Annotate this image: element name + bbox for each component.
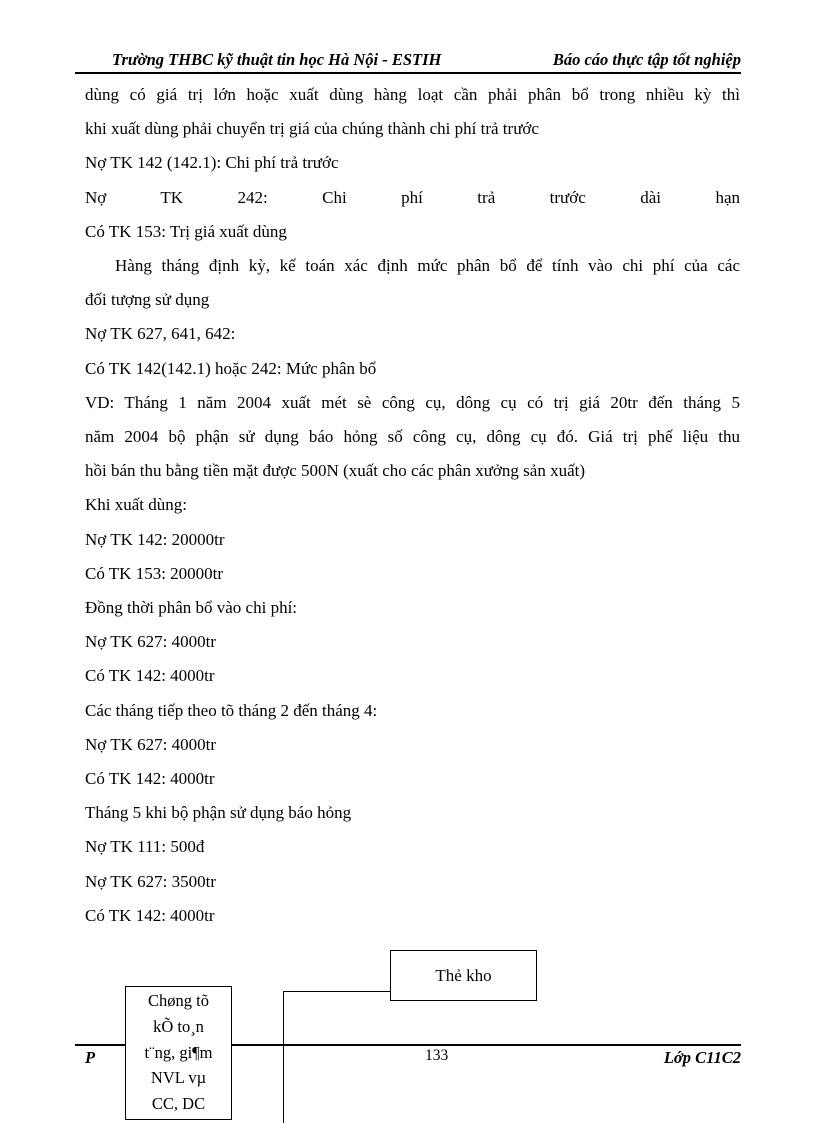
document-body [85, 78, 740, 933]
body-line: hồi bán thu bằng tiền mặt được 500N (xuất cho các phân xưởng sản xuất) [85, 461, 585, 481]
body-line: Các tháng tiếp theo tõ tháng 2 đến tháng 4: [85, 700, 378, 720]
diagram-box-the-kho [390, 950, 537, 1001]
body-line: Nợ TK 142: 20000tr [85, 529, 225, 549]
footer-page-number: 133 [425, 1047, 449, 1064]
diagram-connector-vertical [283, 991, 284, 1123]
diagram-box-chung-tu-line: t¨ng, gi¶m [144, 1042, 213, 1062]
body-line: Nợ TK 142 (142.1): Chi phí trả trước [85, 153, 339, 173]
body-line: Tháng 5 khi bộ phận sử dụng báo hỏng [85, 803, 352, 823]
body-line: Nợ TK 242: Chi phí trả trước dài hạn [85, 187, 740, 207]
body-line: năm 2004 bộ phận sử dụng báo hỏng số công cụ, dông cụ đó. Giá trị phế liệu thu [85, 427, 740, 447]
footer-author-text: P [85, 1048, 96, 1067]
body-line: Nợ TK 627: 4000tr [85, 734, 216, 754]
body-line: Có TK 153: Trị giá xuất dùng [85, 221, 287, 241]
body-line: Có TK 142: 4000tr [85, 769, 215, 789]
header-school-title: Trường THBC kỹ thuật tin học Hà Nội - ESTIH [112, 50, 442, 69]
body-line: Có TK 153: 20000tr [85, 563, 224, 583]
header-report-title: Báo cáo thực tập tốt nghiệp [552, 50, 741, 69]
body-line: khi xuất dùng phải chuyển trị giá của chúng thành chi phí trả trước [85, 119, 539, 139]
body-line: Nợ TK 627: 4000tr [85, 632, 216, 652]
body-line: VD: Tháng 1 năm 2004 xuất mét sè công cụ, dông cụ có trị giá 20tr đến tháng 5 [85, 392, 740, 412]
body-line: Nợ TK 627: 3500tr [85, 871, 216, 891]
page-header [112, 50, 741, 70]
diagram-box-chung-tu-line: kÕ to¸n [153, 1016, 204, 1036]
diagram-box-chung-tu-line: Chøng tõ [148, 991, 209, 1010]
footer-class-text: Lớp C11C2 [663, 1048, 741, 1067]
diagram-box-chung-tu-line: CC, DC [151, 1094, 206, 1114]
diagram-box-the-kho-label: Thẻ kho [435, 965, 492, 985]
diagram-box-chung-tu [125, 986, 232, 1120]
body-line: Hàng tháng định kỳ, kế toán xác định mức phân bổ để tính vào chi phí của các [115, 256, 740, 276]
body-line: Đồng thời phân bổ vào chi phí: [85, 598, 298, 618]
body-line: Khi xuất dùng: [85, 495, 187, 515]
diagram-connector-horizontal [283, 991, 390, 992]
body-line: Có TK 142: 4000tr [85, 905, 215, 925]
body-line: Nợ TK 111: 500đ [85, 837, 205, 857]
diagram-box-chung-tu-line: NVL vµ [150, 1068, 207, 1088]
header-rule [75, 72, 741, 74]
body-line: Có TK 142: 4000tr [85, 666, 215, 686]
body-line: Có TK 142(142.1) hoặc 242: Mức phân bổ [85, 358, 377, 378]
body-line: dùng có giá trị lớn hoặc xuất dùng hàng loạt cần phải phân bổ trong nhiều kỳ thì [85, 85, 740, 104]
body-line: đối tượng sử dụng [85, 290, 210, 310]
body-line: Nợ TK 627, 641, 642: [85, 324, 236, 344]
